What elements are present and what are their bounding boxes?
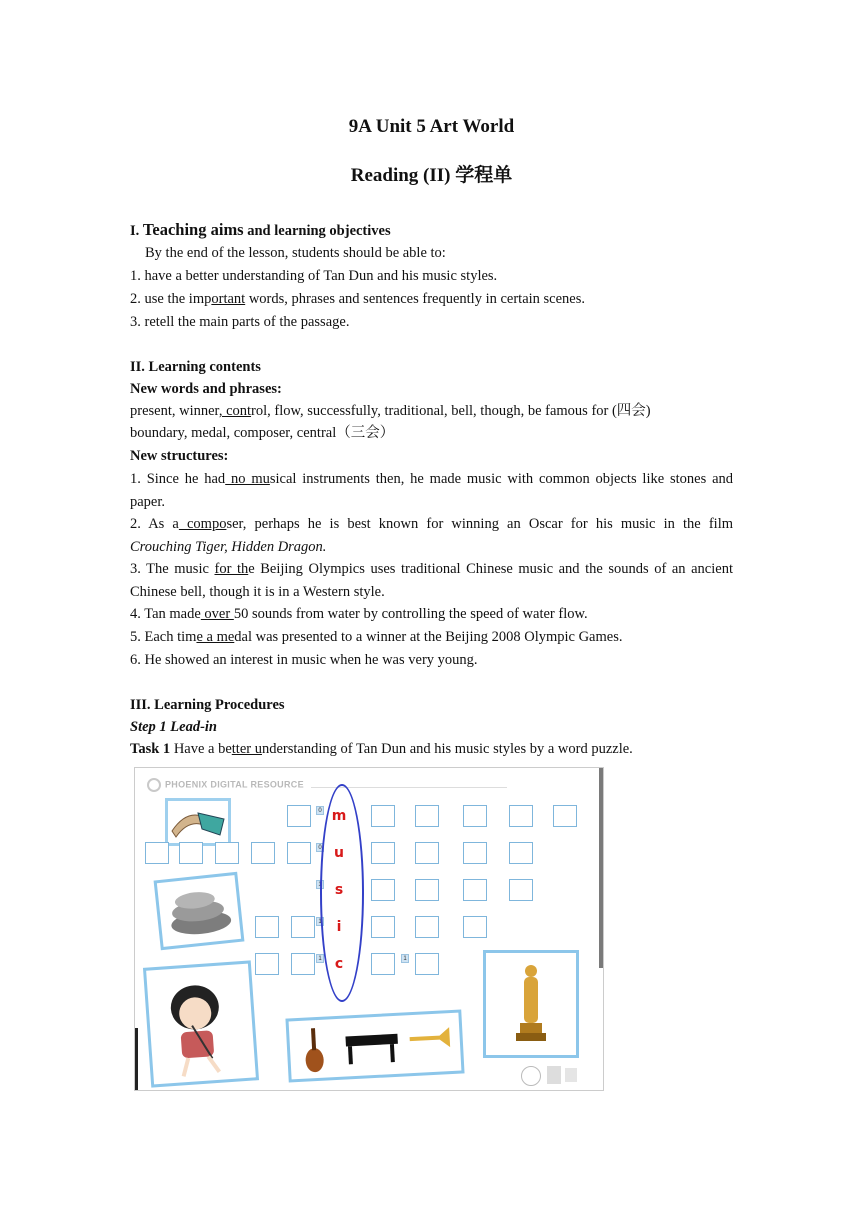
girl-playing-flute-picture [143,960,259,1087]
document-title: 9A Unit 5 Art World [348,116,515,137]
structure-4: 4. Tan made over 50 sounds from water by controlling the speed of water flow. [130,606,588,622]
stones-picture [154,872,245,950]
new-words-heading: New words and phrases: [130,381,282,397]
puzzle-letter-m: m [331,808,347,824]
structure-2: 2. As a composer, perhaps he is best known for winning an Oscar for his music in the film [130,516,733,532]
new-words-line-1: present, winner, control, flow, successfully, traditional, bell, though, be famous for (四会) [130,403,651,419]
home-icon[interactable] [521,1066,541,1086]
highlight-oval [320,784,364,1002]
puzzle-letter-i: i [336,919,342,935]
structure-2-cont: Crouching Tiger, Hidden Dragon. [130,539,327,555]
new-structures-heading: New structures: [130,448,229,464]
puzzle-letter-u: u [334,845,344,861]
objective-2: 2. use the important words, phrases and sentences frequently in certain scenes. [130,291,586,307]
objective-1: 1. have a better understanding of Tan Dun and his music styles. [130,268,498,284]
bridge-picture [165,798,231,846]
word-puzzle-image: PHOENIX DIGITAL RESOURCE m u s i c 0 0 1 1 1 1 [134,767,604,1091]
structure-3-cont: Chinese bell, though it is in a Western style. [130,584,385,600]
section-1-heading: I. Teaching aims and learning objectives [130,220,391,239]
section-1-intro: By the end of the lesson, students should be able to: [145,245,446,261]
structure-1-cont: paper. [130,494,166,510]
oscar-statue-picture [483,950,579,1058]
phoenix-logo: PHOENIX DIGITAL RESOURCE [147,778,304,792]
section-3-heading: III. Learning Procedures [130,697,285,713]
step-1-heading: Step 1 Lead-in [130,719,217,735]
puzzle-letter-s: s [334,882,344,898]
task-1: Task 1 Have a better understanding of Tan Dun and his music styles by a word puzzle. [130,741,633,757]
next-icon[interactable] [565,1068,577,1082]
instruments-picture [285,1009,464,1082]
new-words-line-2: boundary, medal, composer, central（三会） [130,425,395,441]
section-2-heading: II. Learning contents [130,359,261,375]
tools-icon[interactable] [547,1066,561,1084]
structure-3: 3. The music for the Beijing Olympics uses traditional Chinese music and the sounds of an ancient [130,561,733,577]
puzzle-letter-c: c [334,956,344,972]
document-subtitle: Reading (II) 学程单 [350,165,513,186]
structure-5: 5. Each time a medal was presented to a winner at the Beijing 2008 Olympic Games. [130,629,623,645]
structure-6: 6. He showed an interest in music when he was very young. [130,652,478,668]
objective-3: 3. retell the main parts of the passage. [130,314,350,330]
structure-1: 1. Since he had no musical instruments then, he made music with common objects like stones and [130,471,733,487]
